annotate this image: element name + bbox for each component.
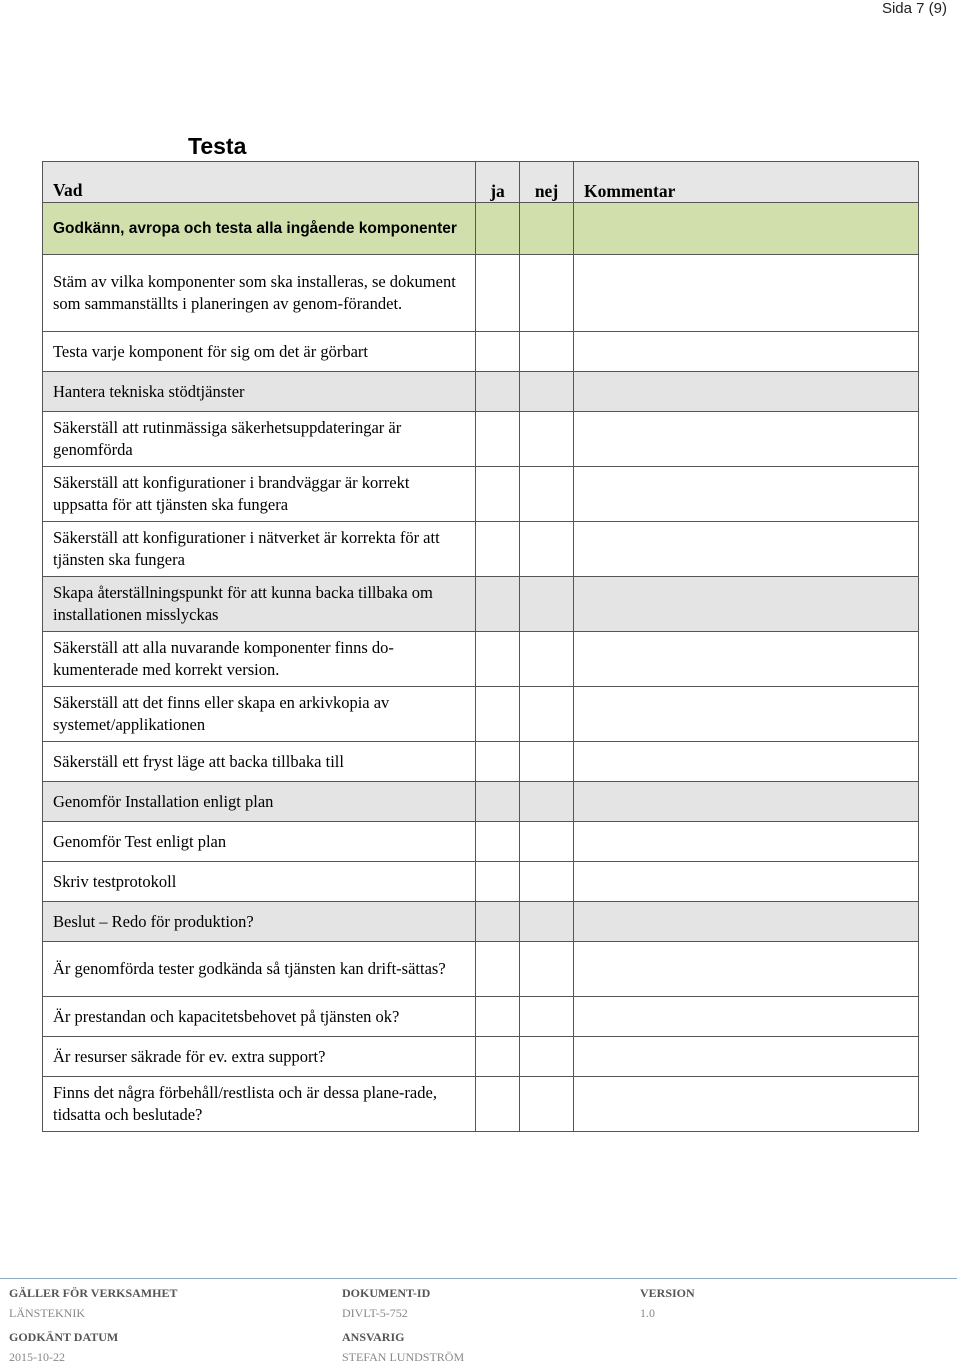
footer-datum-value: 2015-10-22 — [9, 1350, 65, 1364]
table-row — [43, 412, 919, 467]
table-row — [43, 862, 919, 902]
kommentar-cell[interactable] — [574, 522, 919, 577]
table-header-row — [43, 162, 919, 203]
kommentar-cell[interactable] — [574, 822, 919, 862]
row-text: Säkerställ att konfigurationer i nätverket är korrekta för att tjänsten ska fungera — [43, 522, 476, 577]
ja-cell[interactable] — [476, 372, 520, 412]
table-row — [43, 902, 919, 942]
ja-cell[interactable] — [476, 1077, 520, 1132]
table-row — [43, 522, 919, 577]
table-row — [43, 782, 919, 822]
table-row — [43, 742, 919, 782]
ja-cell[interactable] — [476, 742, 520, 782]
ja-cell[interactable] — [476, 577, 520, 632]
kommentar-cell[interactable] — [574, 203, 919, 255]
row-text: Är prestandan och kapacitetsbehovet på tjänsten ok? — [43, 997, 476, 1037]
nej-cell[interactable] — [520, 742, 574, 782]
footer-ansvarig-value: STEFAN LUNDSTRÖM — [342, 1350, 465, 1364]
nej-cell[interactable] — [520, 372, 574, 412]
nej-cell[interactable] — [520, 255, 574, 332]
kommentar-cell[interactable] — [574, 577, 919, 632]
checklist-table — [42, 161, 919, 1132]
footer-ansvarig-label: ANSVARIG — [342, 1330, 405, 1344]
kommentar-cell[interactable] — [574, 902, 919, 942]
ja-cell[interactable] — [476, 782, 520, 822]
header-vad: Vad — [43, 162, 476, 203]
ja-cell[interactable] — [476, 632, 520, 687]
row-text: Är resurser säkrade för ev. extra support? — [43, 1037, 476, 1077]
footer-dokid-value: DIVLT-5-752 — [342, 1306, 408, 1320]
ja-cell[interactable] — [476, 412, 520, 467]
ja-cell[interactable] — [476, 862, 520, 902]
row-text: Säkerställ att konfigurationer i brandväggar är korrekt uppsatta för att tjänsten ska fungera — [43, 467, 476, 522]
row-text: Säkerställ ett fryst läge att backa tillbaka till — [43, 742, 476, 782]
row-text: Testa varje komponent för sig om det är görbart — [43, 332, 476, 372]
table-row — [43, 203, 919, 255]
row-text: Säkerställ att rutinmässiga säkerhetsuppdateringar är genomförda — [43, 412, 476, 467]
row-text: Hantera tekniska stödtjänster — [43, 372, 476, 412]
kommentar-cell[interactable] — [574, 412, 919, 467]
ja-cell[interactable] — [476, 522, 520, 577]
row-text: Säkerställ att det finns eller skapa en arkivkopia av systemet/applikationen — [43, 687, 476, 742]
table-row — [43, 577, 919, 632]
nej-cell[interactable] — [520, 687, 574, 742]
nej-cell[interactable] — [520, 862, 574, 902]
table-row — [43, 332, 919, 372]
section-title: Testa — [188, 133, 247, 159]
row-text: Genomför Test enligt plan — [43, 822, 476, 862]
nej-cell[interactable] — [520, 522, 574, 577]
nej-cell[interactable] — [520, 942, 574, 997]
row-text: Stäm av vilka komponenter som ska installeras, se dokument som sammanställts i planeringen av genom-förandet. — [43, 255, 476, 332]
kommentar-cell[interactable] — [574, 467, 919, 522]
table-row — [43, 822, 919, 862]
footer-version-value: 1.0 — [640, 1306, 655, 1320]
nej-cell[interactable] — [520, 632, 574, 687]
kommentar-cell[interactable] — [574, 782, 919, 822]
kommentar-cell[interactable] — [574, 332, 919, 372]
ja-cell[interactable] — [476, 467, 520, 522]
ja-cell[interactable] — [476, 902, 520, 942]
row-text: Skriv testprotokoll — [43, 862, 476, 902]
ja-cell[interactable] — [476, 687, 520, 742]
nej-cell[interactable] — [520, 1037, 574, 1077]
table-row — [43, 997, 919, 1037]
ja-cell[interactable] — [476, 822, 520, 862]
row-text: Godkänn, avropa och testa alla ingående komponenter — [43, 203, 476, 255]
ja-cell[interactable] — [476, 332, 520, 372]
kommentar-cell[interactable] — [574, 997, 919, 1037]
footer-version-label: VERSION — [640, 1286, 695, 1300]
kommentar-cell[interactable] — [574, 742, 919, 782]
table-row — [43, 942, 919, 997]
nej-cell[interactable] — [520, 577, 574, 632]
footer-galler-value: LÄNSTEKNIK — [9, 1306, 85, 1320]
nej-cell[interactable] — [520, 467, 574, 522]
row-text: Genomför Installation enligt plan — [43, 782, 476, 822]
table-row — [43, 687, 919, 742]
ja-cell[interactable] — [476, 255, 520, 332]
row-text: Säkerställ att alla nuvarande komponenter finns do-kumenterade med korrekt version. — [43, 632, 476, 687]
header-nej: nej — [520, 162, 574, 203]
kommentar-cell[interactable] — [574, 632, 919, 687]
kommentar-cell[interactable] — [574, 255, 919, 332]
nej-cell[interactable] — [520, 332, 574, 372]
nej-cell[interactable] — [520, 203, 574, 255]
nej-cell[interactable] — [520, 412, 574, 467]
row-text: Finns det några förbehåll/restlista och är dessa plane-rade, tidsatta och beslutade? — [43, 1077, 476, 1132]
table-row — [43, 1037, 919, 1077]
table-row — [43, 255, 919, 332]
kommentar-cell[interactable] — [574, 372, 919, 412]
table-row — [43, 467, 919, 522]
row-text: Skapa återställningspunkt för att kunna backa tillbaka om installationen misslyckas — [43, 577, 476, 632]
table-row — [43, 1077, 919, 1132]
header-kommentar: Kommentar — [574, 162, 919, 203]
kommentar-cell[interactable] — [574, 687, 919, 742]
kommentar-cell[interactable] — [574, 1037, 919, 1077]
nej-cell[interactable] — [520, 782, 574, 822]
row-text: Är genomförda tester godkända så tjänsten kan drift-sättas? — [43, 942, 476, 997]
footer-divider — [0, 1278, 957, 1279]
header-ja: ja — [476, 162, 520, 203]
nej-cell[interactable] — [520, 902, 574, 942]
ja-cell[interactable] — [476, 942, 520, 997]
row-text: Beslut – Redo för produktion? — [43, 902, 476, 942]
table-row — [43, 372, 919, 412]
footer-datum-label: GODKÄNT DATUM — [9, 1330, 119, 1344]
nej-cell[interactable] — [520, 1077, 574, 1132]
kommentar-cell[interactable] — [574, 942, 919, 997]
nej-cell[interactable] — [520, 997, 574, 1037]
kommentar-cell[interactable] — [574, 1077, 919, 1132]
table-row — [43, 632, 919, 687]
ja-cell[interactable] — [476, 203, 520, 255]
ja-cell[interactable] — [476, 997, 520, 1037]
nej-cell[interactable] — [520, 822, 574, 862]
footer-galler-label: GÄLLER FÖR VERKSAMHET — [9, 1286, 178, 1300]
page-number: Sida 7 (9) — [881, 0, 947, 17]
ja-cell[interactable] — [476, 1037, 520, 1077]
kommentar-cell[interactable] — [574, 862, 919, 902]
footer-dokid-label: DOKUMENT-ID — [342, 1286, 431, 1300]
